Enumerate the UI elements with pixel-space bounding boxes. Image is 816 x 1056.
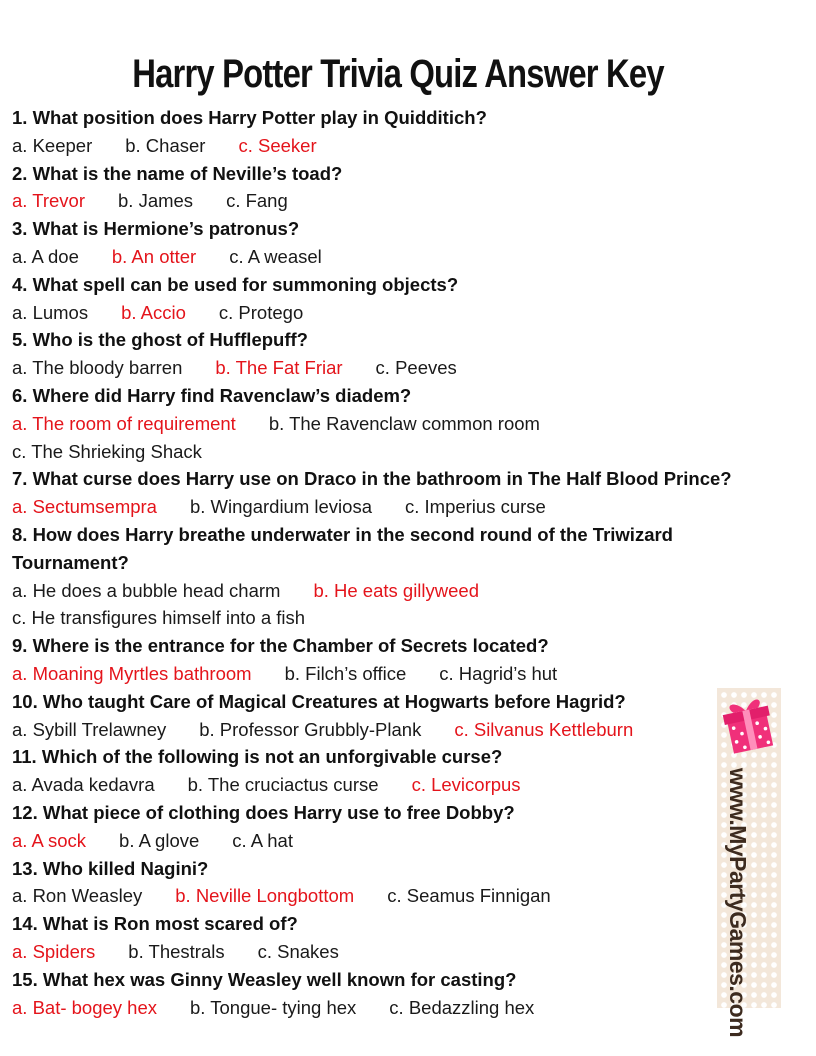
- answer-option: b. A glove: [119, 829, 200, 851]
- answer-option: a. He does a bubble head charm: [12, 579, 281, 601]
- question-text: 14. What is Ron most scared of?: [12, 913, 298, 935]
- correct-answer: b. An otter: [111, 245, 197, 267]
- answer-options: [12, 132, 802, 160]
- correct-answer: a. The room of requirement: [12, 412, 236, 434]
- correct-answer: b. Neville Longbottom: [175, 885, 355, 907]
- question-text: 8. How does Harry breathe underwater in the second round of the Triwizard: [12, 523, 673, 545]
- answer-options: [12, 410, 802, 438]
- answer-options: [12, 187, 802, 215]
- answer-options: [12, 299, 802, 327]
- question-text: 7. What curse does Harry use on Draco in the bathroom in The Half Blood Prince?: [12, 468, 732, 490]
- answer-options: [12, 827, 802, 855]
- answer-options: [12, 994, 802, 1022]
- correct-answer: b. The Fat Friar: [215, 357, 343, 379]
- correct-answer: a. Moaning Myrtles bathroom: [12, 662, 252, 684]
- correct-answer: a. Sectumsempra: [12, 496, 157, 518]
- answer-options: [12, 604, 802, 632]
- site-banner: [717, 688, 781, 1038]
- answer-option: b. Chaser: [125, 134, 206, 156]
- answer-option: c. The Shrieking Shack: [12, 440, 202, 462]
- quiz-content: [12, 104, 802, 1021]
- question-text: 4. What spell can be used for summoning objects?: [12, 273, 459, 295]
- answer-option: c. Imperius curse: [404, 496, 546, 518]
- answer-option: a. Ron Weasley: [12, 885, 143, 907]
- question-text: Tournament?: [12, 551, 129, 573]
- answer-option: a. Lumos: [12, 301, 89, 323]
- correct-answer: a. Bat- bogey hex: [12, 996, 158, 1018]
- question-text: 12. What piece of clothing does Harry use to free Dobby?: [12, 801, 515, 823]
- answer-option: b. The Ravenclaw common room: [268, 412, 540, 434]
- question-text: 10. Who taught Care of Magical Creatures at Hogwarts before Hagrid?: [12, 690, 626, 712]
- answer-options: [12, 354, 802, 382]
- answer-option: b. Thestrals: [128, 940, 225, 962]
- answer-option: b. Filch’s office: [284, 662, 407, 684]
- answer-option: c. Bedazzling hex: [389, 996, 535, 1018]
- answer-option: a. The bloody barren: [12, 357, 183, 379]
- answer-option: c. Seamus Finnigan: [387, 885, 551, 907]
- question-text: 15. What hex was Ginny Weasley well known for casting?: [12, 968, 517, 990]
- answer-option: c. Snakes: [257, 940, 339, 962]
- answer-options: [12, 938, 802, 966]
- question-text: 9. Where is the entrance for the Chamber of Secrets located?: [12, 635, 549, 657]
- correct-answer: a. Trevor: [12, 190, 85, 212]
- question-text: 3. What is Hermione’s patronus?: [12, 218, 300, 240]
- answer-options: [12, 438, 802, 466]
- answer-option: c. Peeves: [375, 357, 457, 379]
- answer-options: [12, 243, 802, 271]
- answer-option: c. He transfigures himself into a fish: [12, 607, 306, 629]
- site-url: www.MyPartyGames.com: [725, 768, 751, 1038]
- correct-answer: b. Accio: [121, 301, 186, 323]
- question-text: 1. What position does Harry Potter play in Quidditich?: [12, 107, 487, 128]
- answer-option: c. A hat: [232, 829, 293, 851]
- correct-answer: c. Silvanus Kettleburn: [454, 718, 634, 740]
- answer-options: [12, 882, 802, 910]
- correct-answer: c. Seeker: [238, 134, 317, 156]
- gift-icon: [717, 692, 781, 756]
- correct-answer: b. He eats gillyweed: [313, 579, 479, 601]
- question-text: 5. Who is the ghost of Hufflepuff?: [12, 329, 308, 351]
- answer-option: b. Tongue- tying hex: [190, 996, 357, 1018]
- answer-options: [12, 771, 802, 799]
- answer-option: c. Protego: [218, 301, 304, 323]
- answer-option: c. Hagrid’s hut: [439, 662, 558, 684]
- answer-option: b. The cruciactus curse: [187, 774, 379, 796]
- question-text: 11. Which of the following is not an unforgivable curse?: [12, 746, 503, 768]
- answer-option: b. Wingardium leviosa: [189, 496, 372, 518]
- answer-options: [12, 660, 802, 688]
- answer-option: a. A doe: [12, 245, 79, 267]
- correct-answer: c. Levicorpus: [411, 774, 521, 796]
- answer-option: c. Fang: [226, 190, 288, 212]
- question-text: 6. Where did Harry find Ravenclaw’s diadem?: [12, 384, 412, 406]
- answer-options: [12, 493, 802, 521]
- correct-answer: a. A sock: [12, 829, 87, 851]
- answer-option: a. Avada kedavra: [12, 774, 155, 796]
- answer-option: b. Professor Grubbly-Plank: [199, 718, 422, 740]
- answer-option: a. Keeper: [12, 134, 93, 156]
- question-text: 13. Who killed Nagini?: [12, 857, 209, 879]
- correct-answer: a. Spiders: [12, 940, 96, 962]
- answer-option: a. Sybill Trelawney: [12, 718, 167, 740]
- question-text: 2. What is the name of Neville’s toad?: [12, 162, 343, 184]
- answer-options: [12, 577, 802, 605]
- answer-option: c. A weasel: [229, 245, 322, 267]
- answer-option: b. James: [118, 190, 194, 212]
- page-title: Harry Potter Trivia Quiz Answer Key: [132, 52, 664, 96]
- answer-options: [12, 716, 802, 744]
